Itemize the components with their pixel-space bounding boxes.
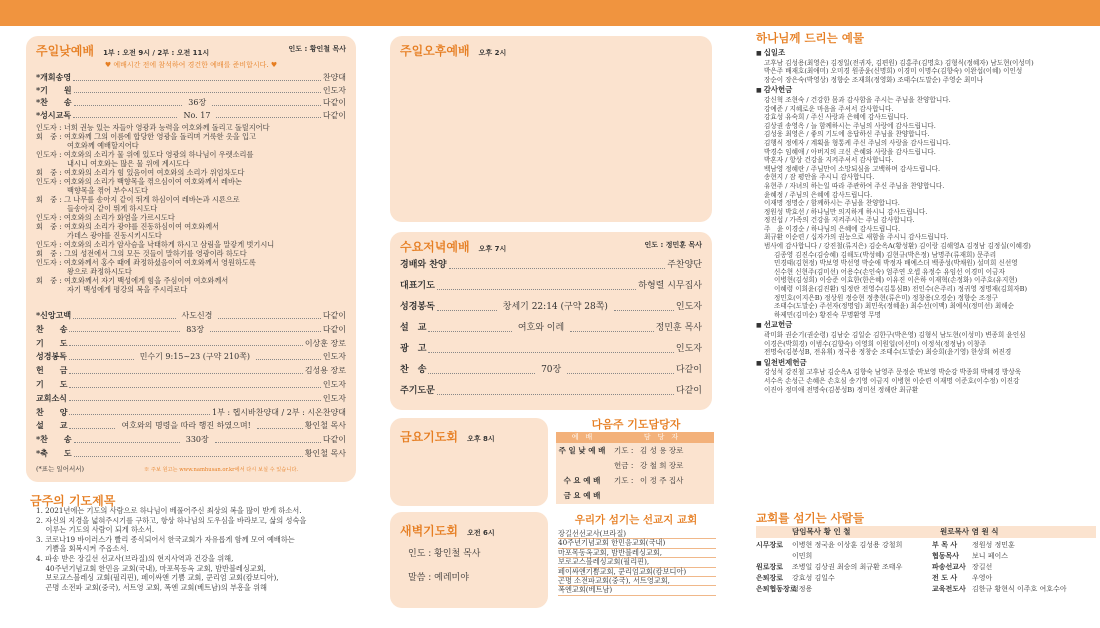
offering-line: 장순이 장은숙(박영상) 정향순 조재희(정영화) 조태수(도말순) 주영순 최미나 bbox=[764, 75, 984, 84]
mission-line: 장길선선교사(브라질) bbox=[558, 530, 716, 539]
order-label: 설 교 bbox=[36, 420, 68, 431]
leader-dots bbox=[73, 112, 177, 118]
order-label: *신앙고백 bbox=[36, 310, 72, 320]
responsive-line: 회 중 : 그의 성전에서 그의 모든 것들이 말하기를 영광이라 하도다 bbox=[36, 249, 247, 258]
leader-dots bbox=[69, 395, 321, 401]
prayer-item: 기쁨을 회복시켜 주옵소서. bbox=[36, 544, 129, 554]
mission-line: 페이싸앤기쁨교회, 쿤리엄교회(캄보디아) bbox=[558, 568, 716, 577]
leader-dots bbox=[614, 305, 674, 311]
order-label: *찬 송 bbox=[36, 434, 72, 445]
dawn-words-label: 말씀 : bbox=[408, 573, 432, 583]
leader-dots bbox=[437, 284, 636, 290]
sunday-morning-box bbox=[26, 36, 356, 482]
mission-line: 40주년기념교회 한민음교회(국내) bbox=[558, 539, 716, 548]
order-label: *기 원 bbox=[36, 84, 72, 95]
order-person: 인도자 bbox=[322, 380, 346, 389]
leader-dots bbox=[570, 326, 653, 332]
order-person: 황인철 목사 bbox=[304, 449, 346, 458]
order-row bbox=[36, 310, 346, 321]
order-row bbox=[36, 338, 346, 349]
staff-role: 시무장로 bbox=[756, 541, 784, 549]
next-week-title: 다음주 기도담당자 bbox=[591, 418, 681, 431]
prayer-topics-list bbox=[36, 506, 362, 592]
next-week-row bbox=[556, 443, 714, 458]
responsive-line: 왕으로 좌정하시도다 bbox=[36, 267, 132, 276]
leader-dots bbox=[437, 389, 674, 395]
order-person: 다같이 bbox=[675, 386, 702, 396]
offering-line: 강효성 유숙희 / 주신 사랑과 은혜에 감사드립니다. bbox=[764, 113, 909, 122]
order-label: *찬 송 bbox=[36, 97, 72, 107]
offering-line: 정진섭 / 가족의 건강을 지켜주시는 주님 감사합니다. bbox=[764, 216, 915, 225]
offering-section-title: ■ 감사헌금 bbox=[756, 86, 1096, 96]
offering-line: 박은주 배재호(최애미) 오미경 원종윤(신명희) 이경미 이명수(김향숙) 이완섭(이혜) 이인성 bbox=[764, 67, 1023, 76]
order-content: 여호와의 명령을 따라 행진 하였으며! bbox=[121, 421, 251, 431]
order-content: 36장 bbox=[188, 98, 207, 107]
order-person: 다같이 bbox=[322, 311, 346, 320]
offering-line: 주 윤 이경순 / 하나님의 은혜에 감사드립니다. bbox=[764, 224, 901, 233]
leader-dots bbox=[74, 87, 321, 93]
dawn-title: 새벽기도회 bbox=[400, 524, 458, 538]
offering-line: 송현지 / 잠 평안을 주시니 감사합니다. bbox=[764, 173, 875, 182]
order-content: 70장 bbox=[541, 365, 562, 375]
offering-line: 강예준 / 지혜로운 마음을 주셔서 감사합니다. bbox=[764, 104, 894, 113]
order-person: 인도자 bbox=[322, 352, 346, 362]
order-person: 황인철 목사 bbox=[304, 421, 346, 431]
order-label: *축 도 bbox=[36, 448, 72, 458]
order-label: 경배와 찬양 bbox=[400, 260, 447, 270]
staff-names: 이병현 정국윤 이상훈 김성용 강철희 bbox=[792, 541, 903, 549]
next-week-name: 강 철 희 장로 bbox=[640, 461, 684, 470]
order-person: 찬양대 bbox=[322, 73, 346, 82]
order-row bbox=[36, 407, 346, 418]
sunday-afternoon-box bbox=[390, 36, 712, 222]
responsive-line: 회 중 : 여호와께 그의 이름에 합당한 영광을 돌리며 거룩한 옷을 입고 bbox=[36, 132, 256, 141]
friday-box bbox=[390, 418, 548, 506]
offering-line: 박혼자 / 항상 건강을 지켜주셔서 감사합니다. bbox=[764, 156, 894, 165]
next-week-service: 주 일 낮 예 배 bbox=[558, 446, 606, 455]
prayer-topics-title: 금주의 기도제목 bbox=[30, 494, 116, 508]
friday-time: 오후 8시 bbox=[467, 435, 495, 443]
next-week-table bbox=[556, 432, 714, 504]
order-row bbox=[400, 386, 702, 397]
order-content: 330장 bbox=[185, 435, 209, 445]
offering-line: 김성웅 최영은 / 좋의 기도에 응답하신 주님을 찬양합니다. bbox=[764, 130, 930, 139]
emeritus-pastor: 원로목사 염 원 식 bbox=[940, 527, 999, 536]
order-content: 사도신경 bbox=[181, 311, 213, 320]
staff-role: 전 도 사 bbox=[932, 574, 958, 582]
order-label: 설 교 bbox=[400, 323, 427, 333]
offering-line: 강신혁 조현숙 / 건강한 몸과 감사함을 주시는 주님을 찬양합니다. bbox=[764, 95, 951, 104]
order-row bbox=[400, 323, 702, 334]
leader-dots bbox=[216, 112, 320, 118]
offering-line: 이재명 정명순 / 함께하시는 주님을 찬양합니다. bbox=[764, 199, 900, 208]
offering-line: 이경은(박희경) 이범수(김향숙) 이영희 이원일(이선미) 이정석(정정남) 이창주 bbox=[764, 339, 987, 348]
order-person: 다같이 bbox=[322, 98, 346, 107]
order-row bbox=[36, 420, 346, 431]
order-content: 창세기 22:14 (구약 28쪽) bbox=[502, 302, 608, 312]
prayer-item: 2. 자신의 지경을 넓혀주시기를 구하고, 항상 하나님의 도우심을 바라보고, 삶의 성숙을 bbox=[36, 515, 307, 525]
offering-line: 신수현 신현주(김미선) 어용수(손인숙) 엄주연 오셉 유정수 유임선 이경미 이금자 bbox=[774, 267, 1005, 276]
next-week-name: 김 성 용 장로 bbox=[640, 446, 684, 455]
offering-line: 범사에 감사합니다 / 강진철(류지은) 김순옥A(황성환) 김이랑 김해영A 김정남 김정실(이혜경) bbox=[764, 242, 1031, 251]
dawn-time: 오전 6시 bbox=[467, 529, 495, 537]
staff-role: 교육전도사 bbox=[932, 585, 966, 593]
prayer-item: 4. 파송 받은 장길선 선교사(브라질)의 현지사역과 건강을 위해, bbox=[36, 553, 234, 563]
next-week-role: 기도 : bbox=[614, 446, 634, 455]
offering-section-title: ■ 십일조 bbox=[756, 49, 1096, 59]
next-week-name: 이 정 주 집사 bbox=[640, 476, 684, 485]
offering-line: 박경수 임혜애 / 아버지의 크신 은혜와 사랑을 감사드립니다. bbox=[764, 147, 936, 156]
dawn-leader-label: 인도 : bbox=[408, 549, 432, 559]
order-label: 대표기도 bbox=[400, 281, 435, 291]
leader-dots bbox=[218, 313, 320, 319]
prayer-item: 보로교스블레싱 교회(필리핀), 페이싸앤 기쁨 교회, 쿤리엄 교회(캄보디아), bbox=[36, 573, 279, 583]
order-label: 교회소식 bbox=[36, 392, 67, 403]
offerings-title: 하나님께 드리는 예물 bbox=[756, 31, 864, 45]
top-banner bbox=[0, 0, 1100, 26]
next-week-role: 헌금 : bbox=[614, 461, 634, 470]
order-person: 주찬양단 bbox=[667, 260, 702, 270]
responsive-line: 인도자 : 여호와께서 홍수 때에 좌정하셨음이여 여호와께서 영원하도록 bbox=[36, 258, 256, 267]
leader-dots bbox=[437, 305, 497, 311]
staff-header bbox=[756, 526, 1096, 538]
responsive-line: 회 중 : 여호와께서 자기 백성에게 힘을 주심이여 여호와께서 bbox=[36, 276, 229, 285]
staff-row bbox=[756, 584, 1096, 595]
responsive-line: 인도자 : 여호와의 소리가 화염을 가르시도다 bbox=[36, 213, 175, 222]
offering-line: 유현주 / 자녀의 하는일 따라 주관하여 주신 주님을 찬양합니다. bbox=[764, 181, 945, 190]
mission-line: 마포목동옥교회, 밤반블레싱교회, bbox=[558, 549, 716, 558]
staff-role: 은퇴협동장로 bbox=[756, 585, 797, 593]
staff-role: 은퇴장로 bbox=[756, 574, 784, 582]
leader-dots bbox=[69, 382, 320, 388]
order-label: 기 도 bbox=[36, 379, 68, 389]
leader-dots bbox=[69, 340, 302, 346]
staff-names: 우영아 bbox=[972, 574, 993, 582]
mission-line: 폭엔교회(베트남) bbox=[558, 586, 716, 595]
offering-line: 곽미화 권순기(권순령) 김남순 김일순 김한구(박은영) 김형식 남도현(이성미) 변종희 윤인심 bbox=[764, 331, 1026, 339]
offering-line: 김상권 송영옥 / 늘 함께하시는 주님의 사랑에 감사드립니다. bbox=[764, 121, 936, 130]
offerings-list bbox=[756, 47, 1096, 394]
leader-dots bbox=[69, 354, 134, 360]
prayer-item: 곤명 소전파 교회(중국), 서트영 교회, 폭엔 교회(베트남)의 부흥을 위해 bbox=[36, 582, 268, 592]
wednesday-leader: 인도 : 정민훈 목사 bbox=[644, 241, 702, 249]
order-row bbox=[36, 110, 346, 121]
next-week-service: 금 요 예 배 bbox=[563, 491, 601, 500]
responsive-line: 인도자 : 너희 권능 있는 자들아 영광과 능력을 여호와께 돌리고 돌릴지어다 bbox=[36, 123, 270, 132]
leader-dots bbox=[428, 368, 535, 374]
responsive-line: 인도자 : 여호와의 소리가 백향목을 꺾으심이여 여호와께서 레바논 bbox=[36, 177, 242, 186]
offering-section-title: ■ 선교헌금 bbox=[756, 321, 1096, 331]
senior-pastor: 담임목사 황 인 철 bbox=[792, 527, 851, 536]
order-content: 여호와 이레 bbox=[517, 323, 565, 333]
next-week-row bbox=[556, 488, 714, 503]
staff-names: 강효성 김일수 bbox=[792, 574, 835, 582]
responsive-reading bbox=[36, 123, 376, 294]
wednesday-box bbox=[390, 232, 712, 410]
staff-names: 정정용 bbox=[792, 585, 813, 593]
next-week-role bbox=[608, 488, 636, 503]
wednesday-title: 수요저녁예배 bbox=[400, 240, 470, 254]
offering-line: 이혜령 이희윤(김진환) 임정란 전영수(김통심B) 전인수(은주리) 정귀영 정명재(김희자B) bbox=[774, 285, 1028, 294]
order-content: 83장 bbox=[186, 324, 205, 334]
sunday-afternoon-title: 주일오후예배 bbox=[400, 44, 470, 58]
order-label: *개회송영 bbox=[36, 72, 72, 82]
offering-line: 민경태(김현정) 박보영 박선영 박순애 박정자 배예스더 백종성(박채원) 설미희 신선영 bbox=[774, 259, 1018, 268]
order-person: 하형렬 시무집사 bbox=[638, 281, 702, 291]
leader-dots bbox=[74, 437, 180, 443]
leader-dots bbox=[74, 100, 183, 106]
staff-row bbox=[756, 573, 1096, 584]
staff-names: 정원성 정민훈 bbox=[972, 541, 1015, 549]
order-row bbox=[36, 97, 346, 108]
next-week-col1: 예 배 bbox=[571, 433, 593, 441]
sunday-morning-times: 1부 : 오전 9시 / 2부 : 오전 11시 bbox=[103, 49, 210, 57]
staff-names: 장길선 bbox=[972, 563, 993, 571]
next-week-service bbox=[556, 458, 608, 473]
leader-dots bbox=[74, 451, 303, 457]
order-row bbox=[400, 281, 702, 292]
mission-line: 곤명 소전파교회(중국), 서트영교회, bbox=[558, 577, 716, 586]
leader-dots bbox=[428, 347, 674, 353]
order-row bbox=[36, 351, 346, 362]
responsive-line: 여호와께 예배할지어다 bbox=[36, 141, 139, 150]
staff-row bbox=[756, 551, 1096, 562]
responsive-line: 가데스 광야를 진동시키시도다 bbox=[36, 231, 162, 240]
order-row bbox=[36, 85, 346, 96]
order-content: 민수기 9:15~23 (구약 210쪽) bbox=[139, 352, 251, 362]
responsive-line: 자기 백성에게 평강의 복을 주시리로다 bbox=[36, 285, 188, 294]
order-label: 주기도문 bbox=[400, 386, 435, 396]
order-person: 인도자 bbox=[675, 344, 702, 354]
responsive-line: 백향목을 꺾어 부수시도다 bbox=[36, 186, 148, 195]
leader-dots bbox=[257, 423, 303, 429]
prayer-item: 3. 코로나19 바이러스가 빨리 종식되어서 한국교회가 자유롭게 함께 모여 예배하는 bbox=[36, 534, 295, 544]
order-row bbox=[36, 393, 346, 404]
offering-line: 정민호(이지은B) 정상원 정승현 정충현(류은미) 정창용(오경순) 정향순 조정구 bbox=[774, 293, 998, 302]
offering-line: 강성석 강진철 고후남 김순옥A 김향숙 남영주 문정순 박보영 박순강 박종희 박혜경 방상욱 bbox=[764, 368, 1022, 377]
offering-line: 이병현(김성희) 이승준 이효한(한은혜) 이유진 이은하 이재혁(손정화) 이주호(유지현) bbox=[774, 276, 1018, 285]
prayer-item: 40주년기념교회 한민음 교회(국내), 마포목동옥 교회, 밤반블레싱교회, bbox=[36, 563, 266, 573]
order-label: *성시교독 bbox=[36, 109, 72, 120]
order-label: 기 도 bbox=[36, 337, 68, 348]
staff-role: 부 목 사 bbox=[932, 541, 958, 549]
leader-dots bbox=[212, 100, 321, 106]
dawn-leader: 황인철 목사 bbox=[434, 549, 481, 559]
leader-dots bbox=[69, 368, 302, 374]
offering-line: 고후남 김성용(최영은) 김정일(전귀자, 김편원) 김홍주(김명호) 김형식(정혜자) 남도현(이성미) bbox=[764, 58, 1034, 67]
dawn-box bbox=[390, 512, 548, 608]
staff-role: 파송선교사 bbox=[932, 563, 966, 571]
responsive-line: 회 중 : 그 나무를 송아지 같이 뛰게 하심이여 레바논과 시룐으로 bbox=[36, 195, 240, 204]
order-person: 정민훈 목사 bbox=[655, 323, 703, 333]
staff-names: 보니 페이스 bbox=[972, 552, 1009, 560]
missions-title: 우리가 섬기는 선교지 교회 bbox=[574, 514, 698, 526]
sunday-afternoon-time: 오후 2시 bbox=[478, 49, 507, 57]
offering-line: 백남영 정혜란 / 주님만이 소망되심을 고백하며 감사드립니다. bbox=[764, 164, 941, 173]
offering-line: 김종영 김진수(김승혜) 김해도(박성혜) 김현규(박은정) 남명주(류재희) 문주리 bbox=[774, 250, 997, 259]
order-person: 다같이 bbox=[322, 435, 347, 445]
leader-dots bbox=[73, 313, 175, 319]
offering-line: 최규환 이순련 / 십자가의 권능으로 새함을 주시니 감사드립니다. bbox=[764, 233, 949, 242]
next-week-row bbox=[556, 473, 714, 488]
order-person: 김성용 장로 bbox=[304, 366, 346, 376]
order-label: 찬 양 bbox=[36, 406, 68, 417]
responsive-line: 인도자 : 여호와의 소리가 암사슴을 낙태하게 하시고 삼림을 말갛게 벗기시니 bbox=[36, 240, 275, 249]
order-person: 인도자 bbox=[322, 393, 346, 403]
responsive-line: 들송아지 같이 뛰게 하시도다 bbox=[36, 204, 158, 213]
staff-role: 원로장로 bbox=[756, 563, 784, 571]
prayer-item: 1. 2021년에는 기도의 사람으로 하나님이 베풀어주신 최상의 복을 많이 받게 하소서. bbox=[36, 506, 302, 515]
next-week-col2: 담 당 자 bbox=[643, 433, 679, 441]
worship-notice: ♥ 예배시간 전에 참석하여 경건한 예배를 준비합시다. ♥ bbox=[104, 61, 278, 69]
staff-title: 교회를 섬기는 사람들 bbox=[756, 511, 864, 525]
leader-dots bbox=[256, 354, 321, 360]
staff-role: 협동목사 bbox=[932, 552, 960, 560]
next-week-service: 수 요 예 배 bbox=[563, 476, 601, 485]
order-row bbox=[36, 72, 346, 83]
next-week-row bbox=[556, 458, 714, 473]
standing-footnote: (*표는 일어서서) bbox=[36, 465, 85, 473]
order-label: 헌 금 bbox=[36, 365, 68, 376]
order-content: No. 17 bbox=[183, 110, 211, 120]
responsive-line: 회 중 : 여호와의 소리가 광야를 진동하심이여 여호와께서 bbox=[36, 222, 220, 231]
offering-line: 이진아 정미애 전명숙(김봉성B) 정미선 정해란 최규환 bbox=[764, 385, 919, 394]
leader-dots bbox=[215, 437, 321, 443]
leader-dots bbox=[69, 326, 180, 332]
staff-names: 김한규 황현식 이주호 여호수아 bbox=[972, 585, 1067, 593]
order-label: 찬 송 bbox=[36, 323, 68, 334]
offering-line: 전명숙(김봉성B, 전유휘) 정국용 정창순 조태수(도말순) 최승희(윤기영) 한상희 허진경 bbox=[764, 348, 1012, 357]
leader-dots bbox=[428, 326, 511, 332]
leader-dots bbox=[210, 326, 321, 332]
offering-line: 하제민(김미순) 황진숙 무명환영 무명 bbox=[774, 310, 881, 319]
order-person: 이상훈 장로 bbox=[304, 338, 346, 348]
staff-names: 이민희 bbox=[792, 552, 813, 560]
order-person: 인도자 bbox=[675, 302, 703, 312]
order-person: 1부 : 헵시바찬양대 / 2부 : 시온찬양대 bbox=[212, 407, 346, 417]
order-row bbox=[36, 434, 346, 445]
order-row bbox=[400, 365, 702, 376]
offering-line: 조태수(도말순) 주선자(정명임) 최민욱(정혜윤) 최수선(이맥) 최예식(정미선) 최해순 bbox=[774, 302, 1015, 311]
order-row bbox=[400, 260, 702, 271]
order-row bbox=[400, 344, 702, 355]
order-label: 성경봉독 bbox=[400, 302, 435, 312]
order-row bbox=[36, 448, 346, 459]
order-person: 다같이 bbox=[322, 110, 346, 120]
leader-dots bbox=[69, 409, 210, 415]
order-row bbox=[36, 324, 346, 335]
offering-line: 김행식 정에자 / 계획을 형통케 주신 주님의 사랑을 감사드립니다. bbox=[764, 138, 951, 147]
website-note: ※ 주보 원고는 www.namhusan.or.kr에서 다시 보실 수 있습니다. bbox=[144, 467, 298, 473]
order-label: 성경봉독 bbox=[36, 351, 67, 362]
offering-section-title: ■ 일천번제헌금 bbox=[756, 359, 1096, 369]
next-week-name bbox=[636, 488, 714, 503]
order-person: 다같이 bbox=[675, 365, 703, 375]
leader-dots bbox=[567, 368, 674, 374]
missions-list bbox=[558, 530, 716, 596]
sunday-morning-title: 주일낮예배 bbox=[36, 44, 94, 58]
wednesday-time: 오후 7시 bbox=[478, 245, 507, 253]
friday-title: 금요기도회 bbox=[400, 430, 458, 444]
prayer-item: 이루는 기도의 사람이 되게 하소서. bbox=[36, 525, 155, 535]
order-person: 다같이 bbox=[322, 324, 347, 334]
responsive-line: 내시니 여호와는 많은 물 위에 계시도다 bbox=[36, 159, 190, 168]
next-week-role: 기도 : bbox=[614, 476, 634, 485]
order-label: 광 고 bbox=[400, 344, 427, 354]
leader-dots bbox=[73, 75, 321, 81]
order-row bbox=[400, 302, 702, 313]
order-person: 인도자 bbox=[322, 85, 346, 95]
offering-line: 정원성 박효선 / 하나님만 의지하게 하시니 감사드립니다. bbox=[764, 207, 928, 216]
order-row bbox=[36, 365, 346, 376]
staff-table bbox=[756, 540, 1096, 595]
staff-names: 조병일 김상권 최승의 최규환 조태우 bbox=[792, 563, 903, 571]
dawn-words: 예레미야 bbox=[434, 573, 469, 583]
leader-dots bbox=[449, 263, 666, 269]
leader-dots bbox=[69, 423, 115, 429]
offering-line: 서수옥 손성근 손혜은 손호심 송기영 이금지 이병현 이순련 이재명 이준호(이수정) 이진강 bbox=[764, 376, 1020, 385]
mission-line: 보로교스블레싱교회(필리핀), bbox=[558, 558, 716, 567]
order-label: 찬 송 bbox=[400, 365, 427, 375]
order-row bbox=[36, 379, 346, 390]
responsive-line: 인도자 : 여호와의 소리가 물 위에 있도다 영광의 하나님이 우렛소리를 bbox=[36, 150, 254, 159]
staff-row bbox=[756, 562, 1096, 573]
offering-line: 윤혜정 / 주님의 은혜에 감사드립니다. bbox=[764, 190, 873, 199]
sunday-morning-leader: 인도 : 황인철 목사 bbox=[288, 45, 346, 53]
responsive-line: 회 중 : 여호와의 소리가 힘 있음이여 여호와의 소리가 위엄차도다 bbox=[36, 168, 245, 177]
staff-row bbox=[756, 540, 1096, 551]
